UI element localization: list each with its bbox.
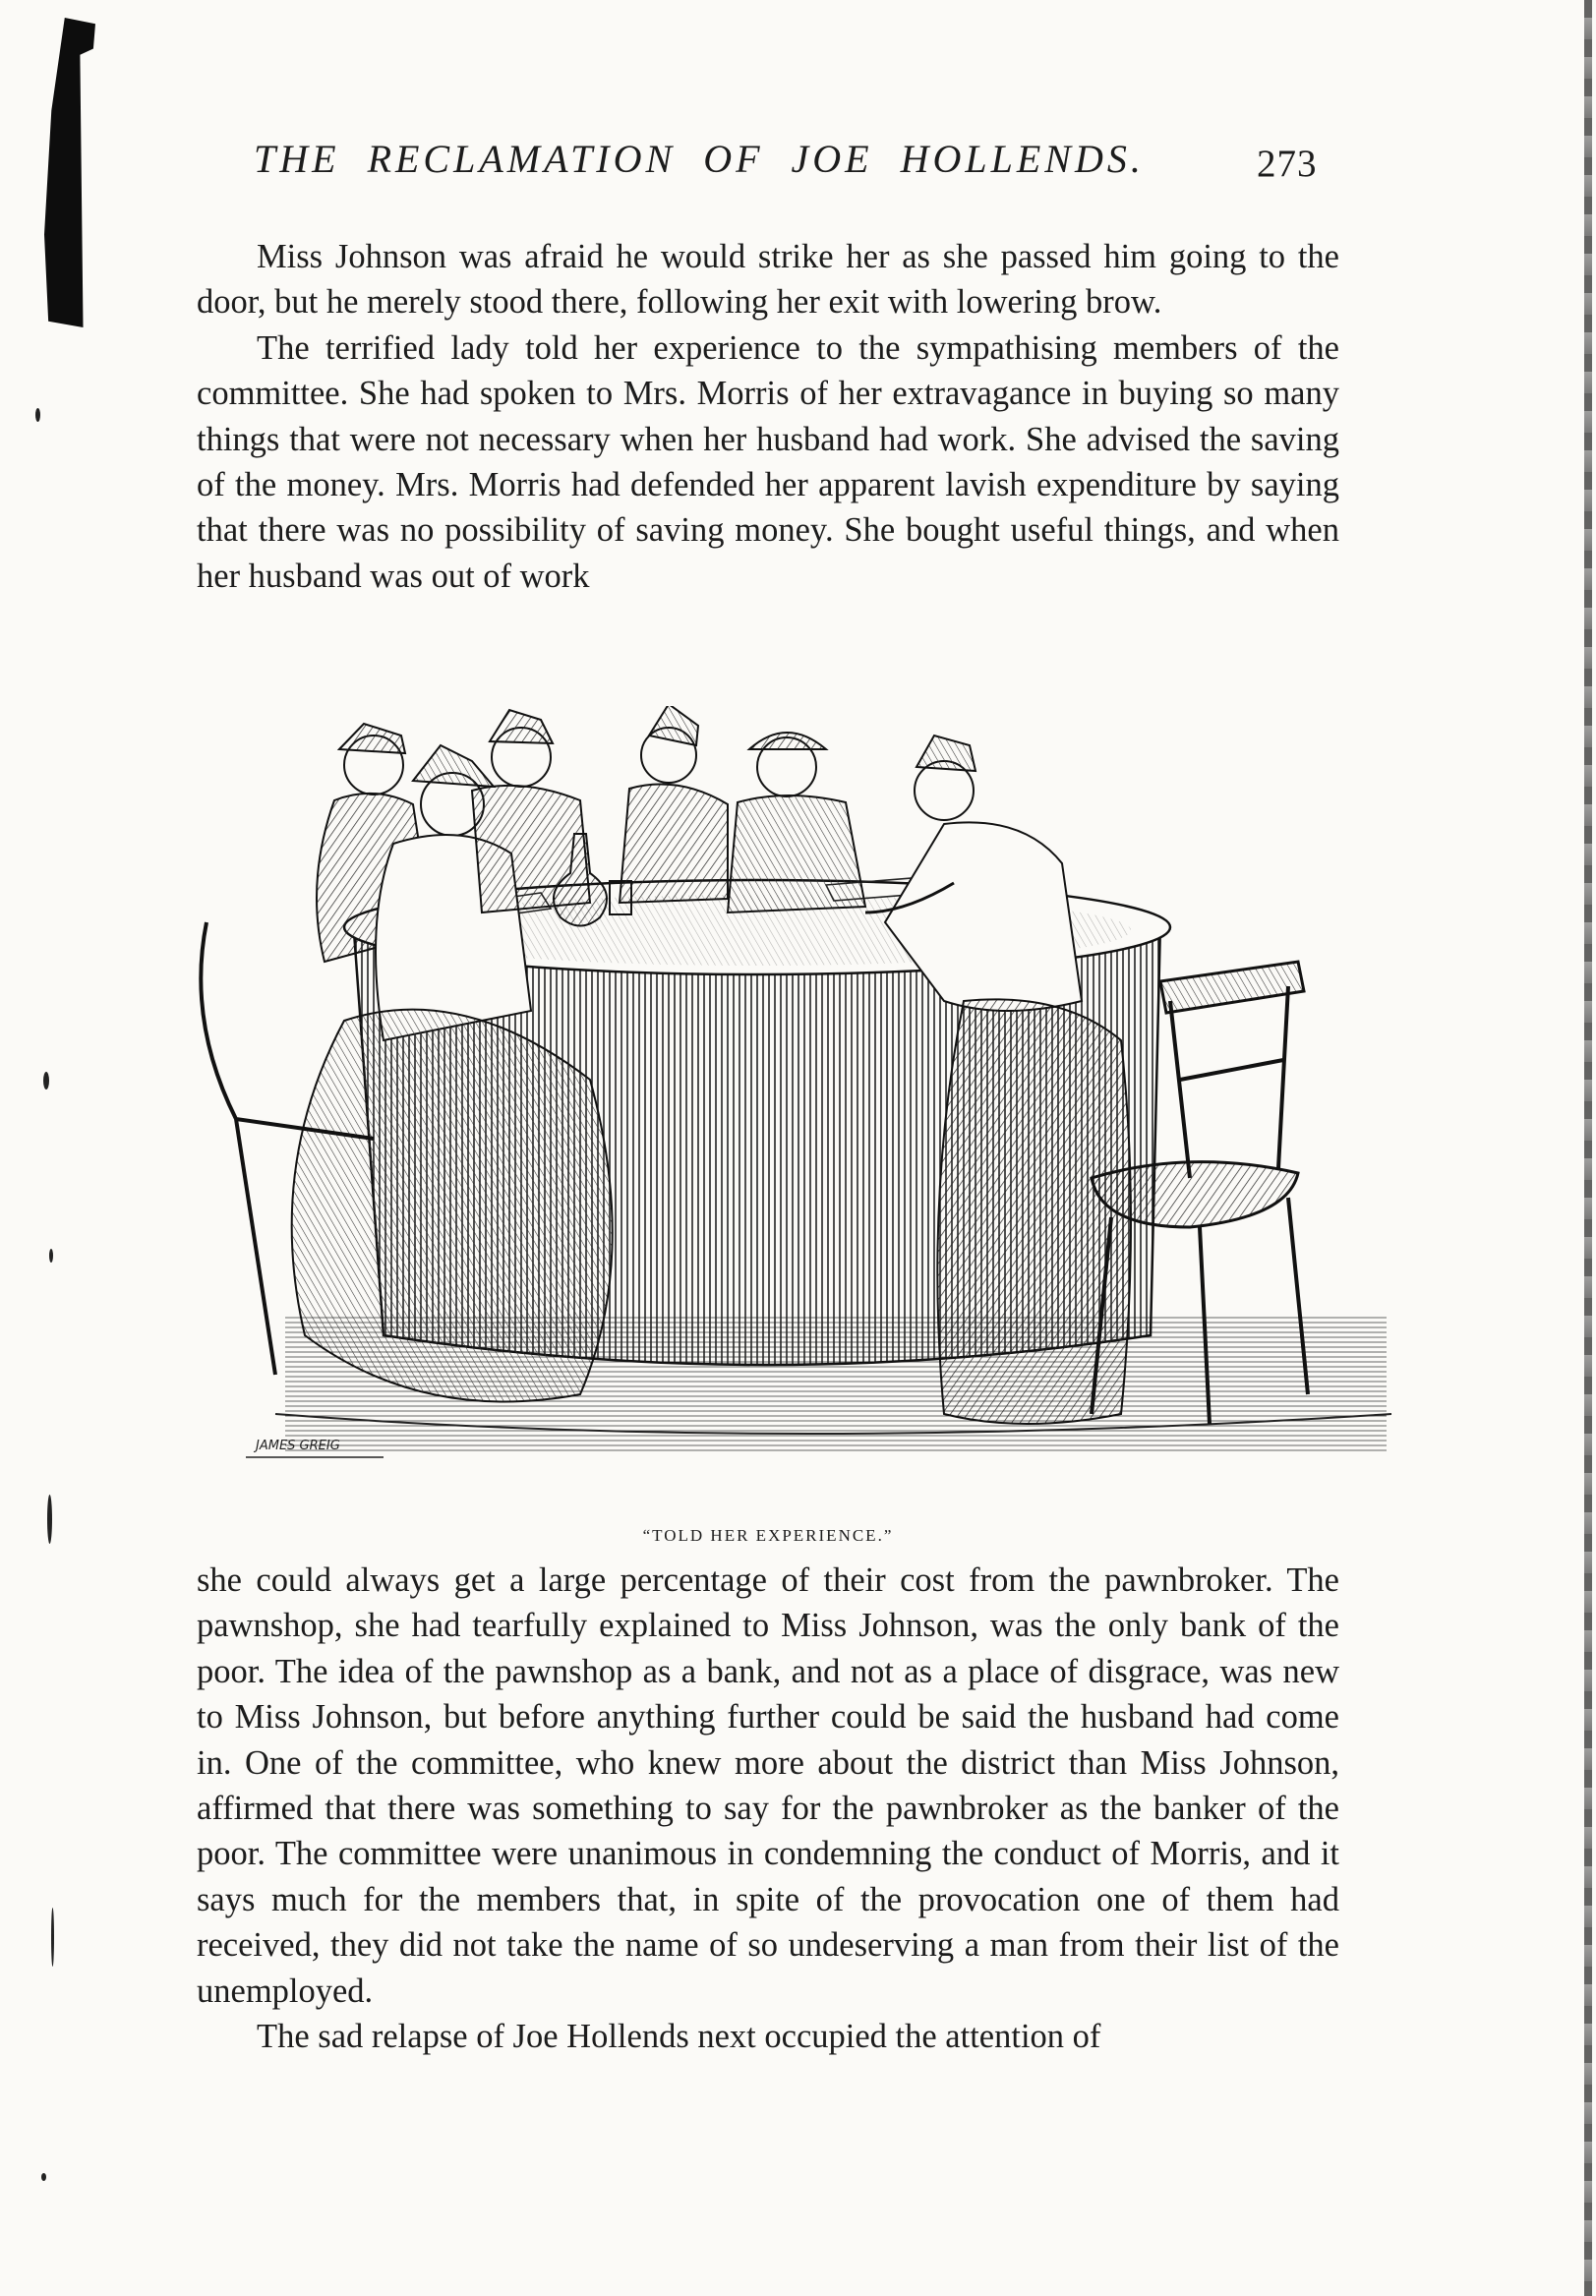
figure-body — [728, 795, 865, 913]
body-text-bottom — [197, 1558, 1339, 2059]
scan-binding-shadow — [44, 18, 95, 327]
chair-right-frame — [1170, 986, 1288, 1178]
scan-speck — [47, 1495, 52, 1544]
scan-spine-edge — [1584, 0, 1592, 2296]
scan-speck — [51, 1908, 54, 1967]
chair-right — [1160, 962, 1304, 1013]
illustration-committee-meeting — [177, 706, 1396, 1471]
illustration-caption: “TOLD HER EXPERIENCE.” — [642, 1526, 894, 1545]
artist-signature: JAMES GREIG — [256, 1439, 340, 1453]
body-text-top — [197, 234, 1339, 599]
scan-speck — [43, 1072, 49, 1089]
scan-speck — [41, 2173, 46, 2181]
figure-body — [620, 785, 728, 903]
running-title: THE RECLAMATION OF JOE HOLLENDS. — [254, 137, 1145, 181]
figure-hat — [749, 733, 826, 749]
scan-speck — [49, 1249, 53, 1263]
engraving-drawing — [177, 706, 1396, 1471]
figure-hat — [413, 745, 494, 787]
figure-hat — [490, 710, 553, 743]
paragraph: The sad relapse of Joe Hollends next occupied the attention of — [257, 2018, 1101, 2056]
figure-body — [472, 786, 590, 913]
page-number: 273 — [1257, 143, 1318, 185]
figure-hat — [339, 724, 405, 753]
paragraph: The terrified lady told her experience to the sympathising members of the committee. She had spoken to Mrs. Morris of her extravagance in buying so many things that were not necessary when her husband had work. She advised the saving of the money. Mrs. Morris had defended her apparent lavish expenditure by saying that there was no possibility of saving money. She bought useful things, and when her husband was out of work — [197, 328, 1339, 595]
scan-speck — [35, 408, 40, 422]
paragraph: Miss Johnson was afraid he would strike her as she passed him going to the door, but he merely stood there, following her exit with lowering brow. — [197, 238, 1339, 322]
figure-skirt — [292, 1010, 613, 1402]
figure-skirt — [937, 999, 1131, 1424]
figure-hat — [916, 736, 975, 771]
paragraph: she could always get a large percentage of their cost from the pawnbroker. The pawnshop, she had tearfully explained to Miss Johnson, was the only bank of the poor. The idea of the pawnshop as a bank, and not as a place of disgrace, was new to Miss Johnson, but before anything further could be said the husband had come in. One of the committee, who knew more about the district than Miss Johnson, affirmed that there was something to say for the pawnbroker as the banker of the poor. The committee were unanimous in condemning the conduct of Morris, and it says much for the members that, in spite of the provocation one of them had received, they did not take the name of so undeserving a man from their list of the unemployed. — [197, 1561, 1339, 2010]
